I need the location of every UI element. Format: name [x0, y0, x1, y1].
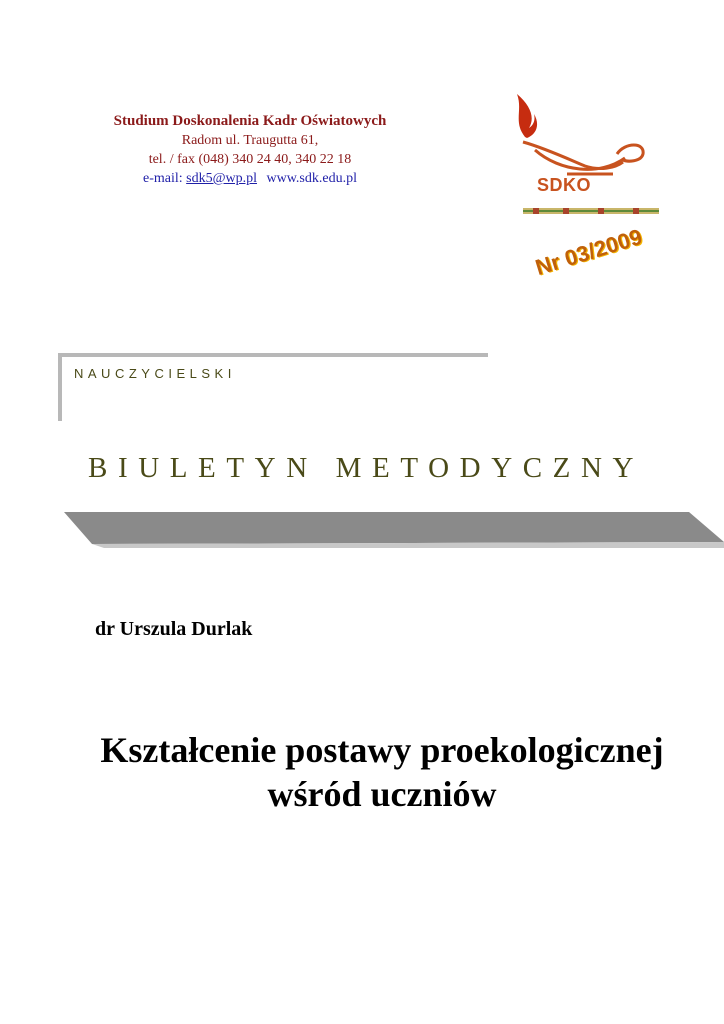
frame-divider-left — [58, 353, 62, 421]
series-label: NAUCZYCIELSKI — [74, 366, 236, 381]
organization-name: Studium Doskonalenia Kadr Oświatowych — [113, 113, 387, 129]
document-title-line-1: Kształcenie postawy proekologicznej — [100, 730, 664, 770]
document-title — [40, 728, 724, 816]
document-title-line-2: wśród uczniów — [267, 774, 497, 814]
author-name: dr Urszula Durlak — [95, 618, 253, 640]
organization-address: Radom ul. Traugutta 61, — [181, 133, 319, 148]
frame-divider-top — [58, 353, 488, 357]
issue-number: Nr 03/2009 — [532, 223, 645, 281]
decorative-ribbon — [64, 512, 724, 548]
website-link[interactable]: www.sdk.edu.pl — [266, 171, 357, 186]
contact-line — [60, 169, 440, 188]
organization-phone: tel. / fax (048) 340 24 40, 340 22 18 — [148, 152, 352, 167]
decorative-stripe — [523, 208, 659, 214]
bulletin-title: BIULETYN METODYCZNY — [88, 452, 645, 484]
email-label: e-mail: — [143, 171, 183, 186]
publisher-header — [60, 112, 440, 188]
logo-text: SDKO — [537, 175, 592, 195]
email-link[interactable]: sdk5@wp.pl — [186, 171, 257, 186]
oil-lamp-flame-icon — [505, 92, 665, 222]
